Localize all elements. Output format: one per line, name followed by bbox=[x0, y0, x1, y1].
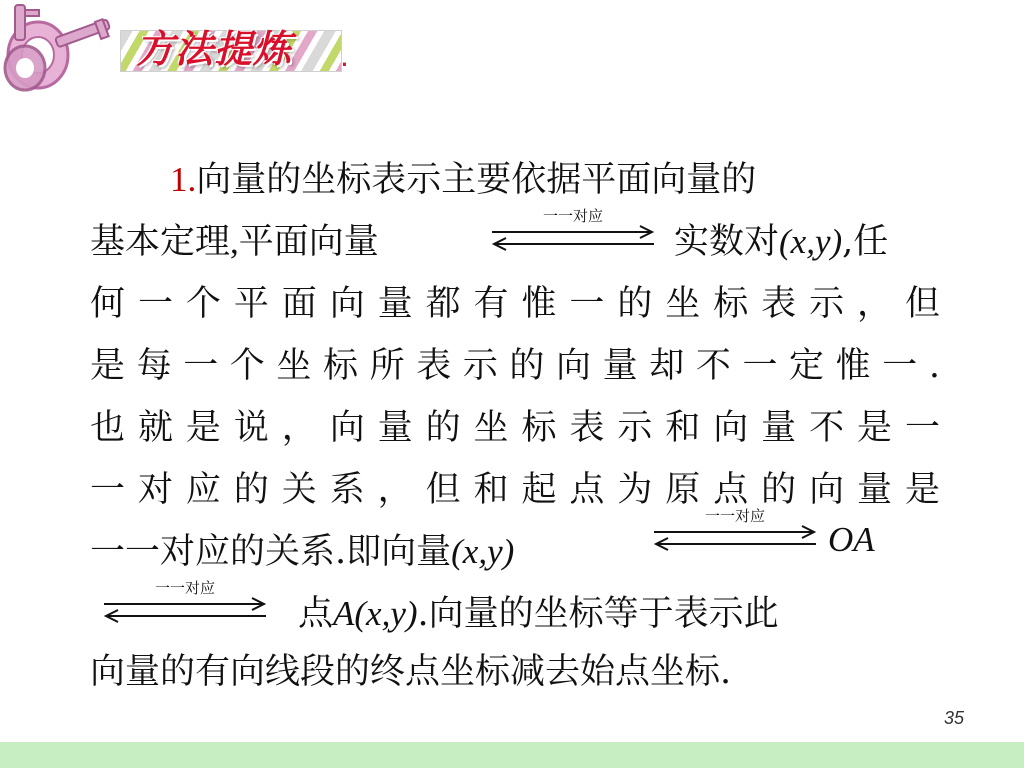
one-to-one-arrow-2 bbox=[650, 508, 820, 554]
item-number: 1. bbox=[170, 160, 197, 199]
text-line-7a: 一一对应的关系.即向量(x,y) bbox=[90, 532, 515, 572]
double-arrow-icon bbox=[488, 222, 658, 252]
text-line-4: 是每一个坐标所表示的向量却不一定惟一. bbox=[90, 346, 940, 386]
vector-oa: OA bbox=[828, 520, 875, 559]
arrow-label: 一一对应 bbox=[542, 207, 603, 225]
text-line-2b: 实数对(x,y),任 bbox=[674, 222, 889, 262]
text-line-3: 何一个平面向量都有惟一的坐标表示，但 bbox=[90, 284, 940, 324]
double-arrow-icon bbox=[650, 522, 820, 552]
text-line-1: 1.向量的坐标表示主要依据平面向量的 bbox=[170, 160, 757, 200]
text-line-2a: 基本定理,平面向量 bbox=[90, 222, 379, 262]
arrow-label: 一一对应 bbox=[154, 579, 215, 597]
double-arrow-icon bbox=[100, 594, 270, 624]
arrow-label: 一一对应 bbox=[704, 507, 765, 525]
title-dot: . bbox=[340, 40, 349, 73]
page-number: 35 bbox=[943, 708, 964, 728]
footer-bar bbox=[0, 742, 1024, 768]
text-line-6: 一对应的关系，但和起点为原点的向量是 bbox=[90, 470, 940, 510]
text-line-5: 也就是说，向量的坐标表示和向量不是一 bbox=[90, 408, 940, 448]
one-to-one-arrow-3 bbox=[100, 580, 270, 626]
one-to-one-arrow-1 bbox=[488, 208, 658, 254]
text-line-9: 向量的有向线段的终点坐标减去始点坐标. bbox=[90, 652, 732, 692]
text-line-8: 点A(x,y).向量的坐标等于表示此 bbox=[298, 594, 779, 634]
section-title: 方法提炼 bbox=[136, 27, 293, 71]
